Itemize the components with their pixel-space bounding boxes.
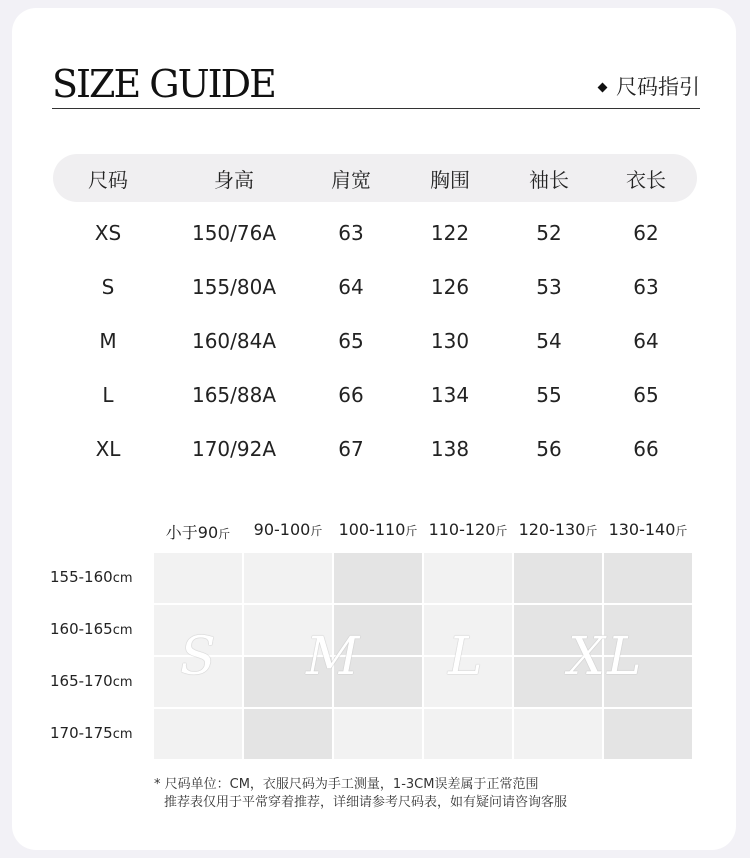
table-cell: 63 [633,275,659,299]
table-cell: 65 [338,329,364,353]
height-row-header [50,723,150,745]
column-header: 尺码 [88,167,128,192]
table-cell: 54 [536,329,562,353]
table-cell: S [101,275,115,299]
subtitle-text: 尺码指引 [616,75,700,99]
column-header: 肩宽 [331,167,371,192]
column-header: 袖长 [529,167,569,192]
table-cell: 64 [633,329,659,353]
column-header: 衣长 [626,167,666,192]
table-cell: 122 [430,221,470,245]
grid-cell [244,553,332,603]
table-row [53,314,697,368]
weight-range: 120-130 [518,520,586,539]
height-unit: cm [112,727,133,742]
grid-cell [514,709,602,759]
height-unit: cm [112,675,133,690]
size-mark: M [306,627,362,687]
height-range: 160-165 [50,620,113,638]
table-cell: XS [94,221,122,245]
weight-column-header [513,520,603,539]
weight-range: 90-100 [253,520,311,539]
weight-range: 110-120 [428,520,496,539]
table-cell: 170/92A [191,437,277,461]
size-table-body [53,206,697,476]
table-cell: 66 [338,383,364,407]
page-subtitle [599,72,700,102]
grid-cell [154,709,242,759]
weight-unit: 斤 [585,524,598,538]
height-unit: cm [112,623,133,638]
table-row [53,206,697,260]
weight-column-header [423,520,513,539]
weight-unit: 斤 [310,524,323,538]
table-cell: 160/84A [191,329,277,353]
table-cell: 66 [633,437,659,461]
weight-unit: 斤 [495,524,508,538]
weight-unit: 斤 [405,524,418,538]
table-cell: 56 [536,437,562,461]
table-cell: M [99,329,117,353]
grid-cell [424,553,512,603]
size-mark: L [448,627,485,687]
weight-column-header [243,520,333,539]
height-range: 170-175 [50,724,113,742]
size-mark: XL [568,627,644,687]
grid-cell [244,709,332,759]
size-table [53,154,697,476]
weight-column-header [333,520,423,539]
column-header: 胸围 [430,167,470,192]
grid-cell [424,709,512,759]
table-cell: 150/76A [191,221,277,245]
note-line-2: 推荐表仅用于平常穿着推荐，详细请参考尺码表，如有疑问请咨询客服 [164,795,568,810]
height-range: 165-170 [50,672,113,690]
table-row [53,368,697,422]
grid-cell [334,709,422,759]
page-title: SIZE GUIDE [52,62,275,106]
table-cell: 52 [536,221,562,245]
table-cell: 126 [430,275,470,299]
table-cell: 67 [338,437,364,461]
table-row [53,422,697,476]
grid-cell [334,553,422,603]
height-range: 155-160 [50,568,113,586]
weight-range: 100-110 [338,520,406,539]
height-row-header [50,567,150,589]
table-cell: 65 [633,383,659,407]
weight-range: 小于90 [165,523,219,542]
title-divider [52,108,700,109]
weight-range: 130-140 [608,520,676,539]
table-cell: 130 [430,329,470,353]
note-line-1: * 尺码单位：CM，衣服尺码为手工测量，1-3CM误差属于正常范围 [154,777,539,792]
weight-unit: 斤 [675,524,688,538]
grid-cell [604,709,692,759]
table-cell: XL [95,437,121,461]
table-cell: 63 [338,221,364,245]
height-unit: cm [112,571,133,586]
grid-cell [154,553,242,603]
weight-unit: 斤 [218,527,231,541]
table-cell: L [102,383,114,407]
grid-cell [514,553,602,603]
table-cell: 62 [633,221,659,245]
table-row [53,260,697,314]
height-row-header [50,671,150,693]
table-cell: 55 [536,383,562,407]
table-cell: 155/80A [191,275,277,299]
column-header: 身高 [214,167,254,192]
table-cell: 64 [338,275,364,299]
height-row-header [50,619,150,641]
table-cell: 165/88A [191,383,277,407]
table-cell: 134 [430,383,470,407]
size-mark: S [180,627,218,687]
weight-column-header [153,520,243,543]
table-cell: 138 [430,437,470,461]
table-cell: 53 [536,275,562,299]
grid-cell [604,553,692,603]
diamond-icon [598,82,608,92]
weight-column-header [603,520,693,539]
size-table-header [53,154,697,202]
